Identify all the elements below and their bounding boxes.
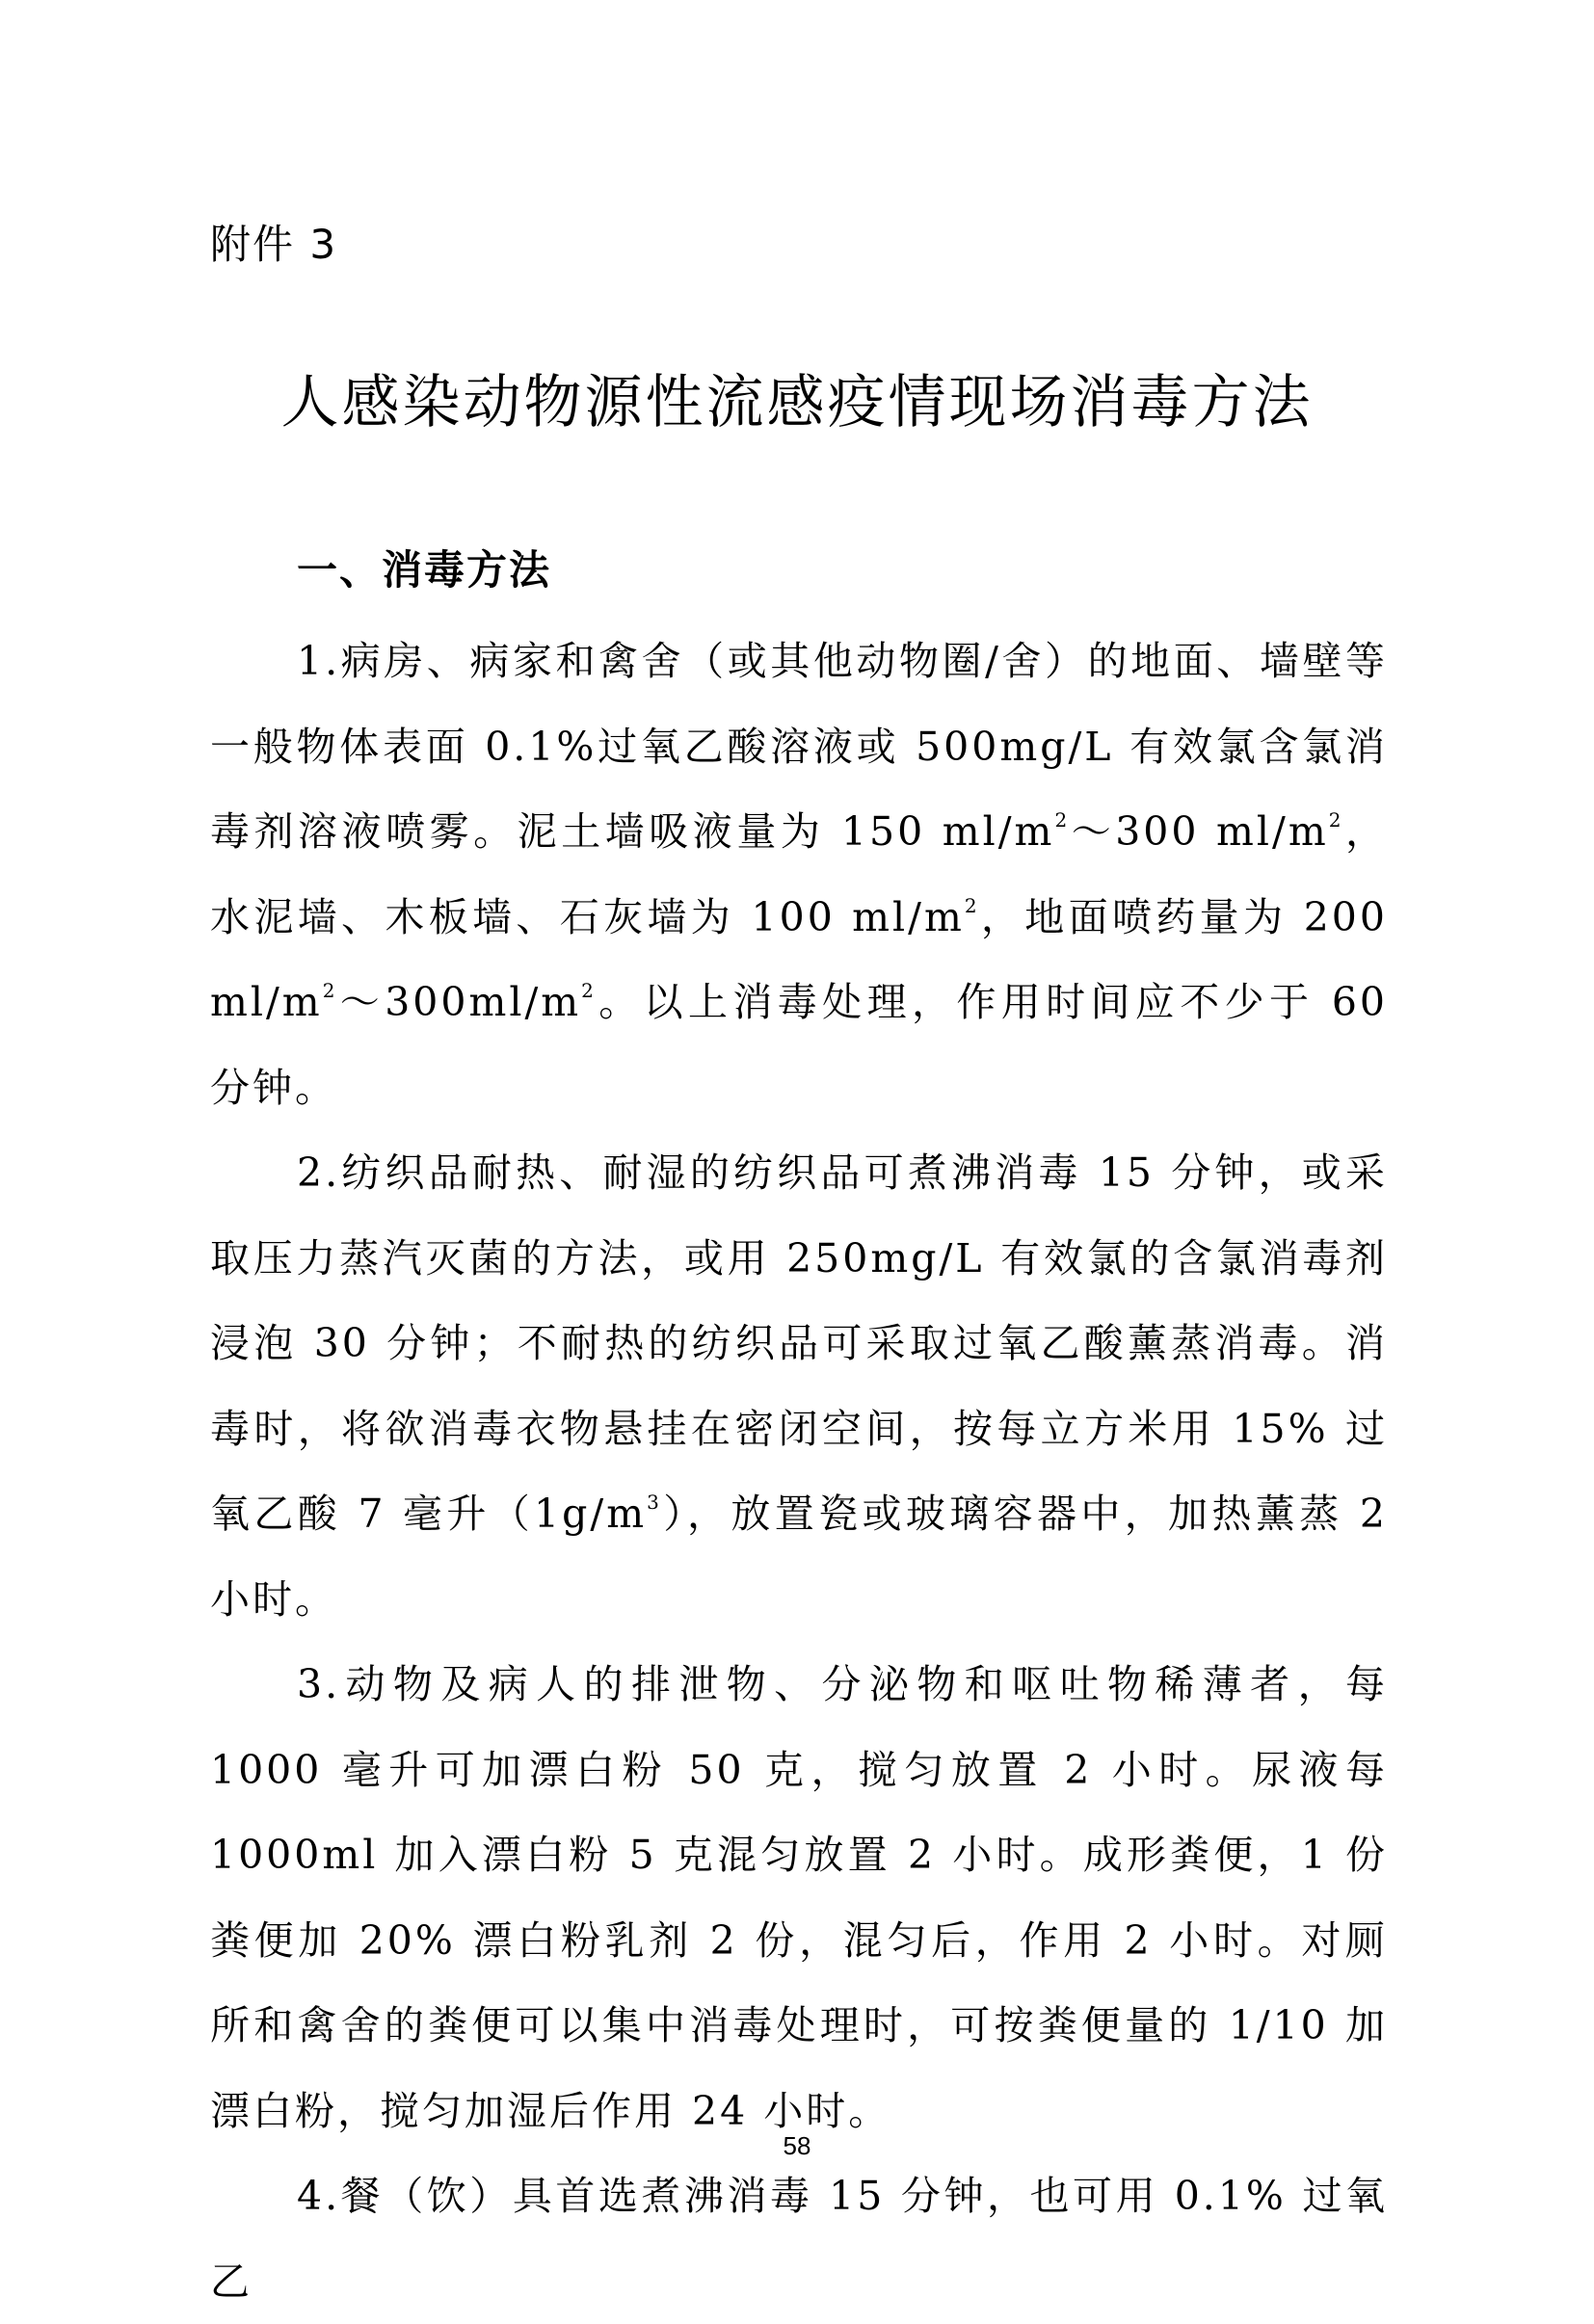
paragraph-2-text-a: 2.纺织品耐热、耐湿的纺织品可煮沸消毒 15 分钟，或采取压力蒸汽灭菌的方法，或用 250mg/L 有效氯的含氯消毒剂浸泡 30 分钟；不耐热的纺织品可采取过氧乙酸薰蒸消毒。消毒时，将欲消毒衣物悬挂在密闭空间，按每立方米用 15% 过氧乙酸 7 毫升（1g/m (210, 1149, 1388, 1537)
section-heading: 一、消毒方法 (297, 546, 552, 594)
paragraph-1-text-d: ，地面喷药量为 200 ml/m (210, 893, 1388, 1025)
paragraph-1-text-f: 。以上消毒处理，作用时间应不少于 60 分钟。 (210, 979, 1388, 1111)
paragraph-4: 4.餐（饮）具首选煮沸消毒 15 分钟，也可用 0.1% 过氧乙 (210, 2173, 1388, 2305)
superscript: 2 (964, 893, 980, 917)
paragraph-2-text-b: ），放置瓷或玻璃容器中，加热薰蒸 2 小时。 (210, 1491, 1388, 1623)
superscript: 2 (581, 979, 597, 1002)
superscript: 3 (647, 1491, 662, 1514)
paragraph-2 (210, 1130, 1388, 1642)
annex-label: 附件 3 (210, 221, 338, 268)
superscript: 2 (322, 979, 338, 1002)
document-title: 人感染动物源性流感疫情现场消毒方法 (280, 369, 1314, 436)
paragraph-1-text-b: ～300 ml/m (1070, 808, 1329, 855)
paragraph-1 (210, 619, 1388, 1130)
paragraph-1-text-e: ～300ml/m (337, 979, 582, 1025)
superscript: 2 (1054, 808, 1071, 832)
paragraph-1-text-c: ，水泥墙、木板墙、石灰墙为 100 ml/m (210, 808, 1388, 940)
paragraph-3: 3.动物及病人的排泄物、分泌物和呕吐物稀薄者，每 1000 毫升可加漂白粉 50 克，搅匀放置 2 小时。尿液每 1000ml 加入漂白粉 5 克混匀放置 2 小时。成形粪便，1 份粪便加 20% 漂白粉乳剂 2 份，混匀后，作用 2 小时。对厕所和禽舍的粪便可以集中消毒处理时，可按粪便量的 1/10 加漂白粉，搅匀加湿后作用 24 小时。 (210, 1661, 1388, 2134)
paragraph-1-text-a: 1.病房、病家和禽舍（或其他动物圈/舍）的地面、墙壁等一般物体表面 0.1%过氧乙酸溶液或 500mg/L 有效氯含氯消毒剂溶液喷雾。泥土墙吸液量为 150 ml/m (210, 638, 1388, 855)
superscript: 2 (1328, 808, 1344, 832)
page-number: 58 (783, 2131, 811, 2160)
document-body (210, 619, 1388, 2324)
